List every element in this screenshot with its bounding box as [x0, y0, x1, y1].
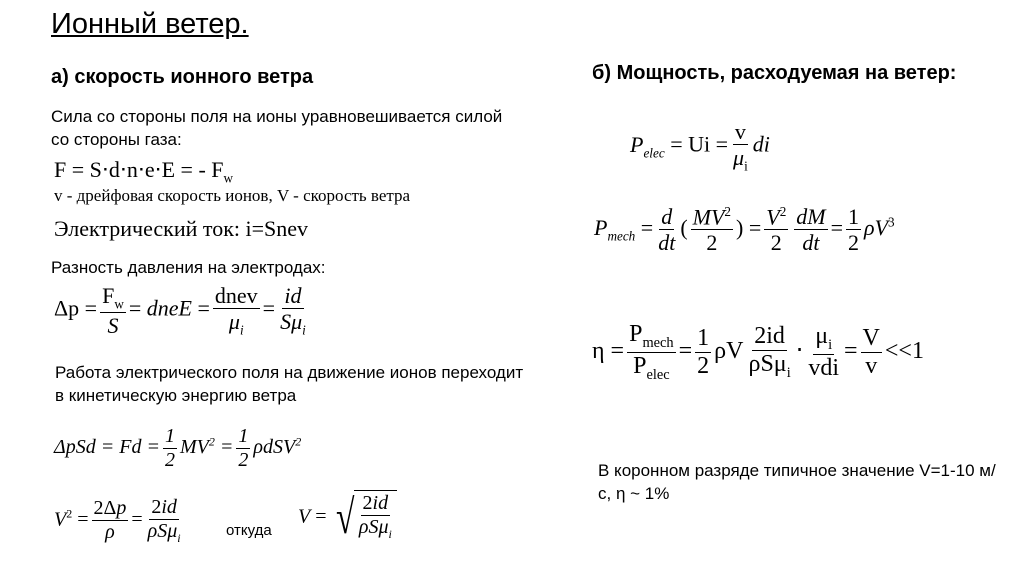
work-text: Работа электрического поля на движение ионов переходит в кинетическую энергию ветра — [55, 363, 524, 405]
drift-velocity-note: v - дрейфовая скорость ионов, V - скорость ветра — [54, 186, 411, 205]
velocity-sqrt-equation: V = √ $\frac{2id}{\rho S\mu_i}$ — [298, 490, 397, 546]
force-equation: F = S⋅d⋅n⋅e⋅E = - $F_w$ — [54, 157, 234, 186]
pressure-label: Разность давления на электродах: — [51, 258, 326, 277]
current-equation: Электрический ток: i=Snev — [54, 216, 309, 241]
section-a-heading: а) скорость ионного ветра — [51, 66, 314, 88]
velocity-equation: $V^2$ = $\frac{2\Delta p}{\rho}$ = $\frac{2id}{\rho S\mu_i}$ — [54, 496, 181, 545]
slide-title: Ионный ветер. — [51, 8, 249, 40]
energy-equation: ΔpSd = Fd = $\frac{1}{2}$ $MV^2$ = $\frac{1}{2}$ ρdSV$^2$ — [54, 425, 302, 471]
otkuda-label: откуда — [226, 522, 272, 539]
pressure-equation: Δp = $\frac{F_w}{S}$ = dneE = $\frac{\text{dnev}}{\mu_i}$ = $\frac{id}{S\mu_i}$ — [54, 283, 306, 339]
efficiency-equation: η = $\frac{P_{mech}}{P_{elec}}$ = $\frac{1}{2}$ ρV $\frac{2id}{\rho S\mu_i}$ ⋅ $\frac{\mu_i}{\text{vdi}}$ = $\frac{V}{v}$ <<1 — [592, 321, 924, 383]
typical-value-note: В коронном разряде типичное значение V=1-10 м/с, η ~ 1% — [598, 461, 996, 503]
p-elec-equation: $P_{elec} = Ui$ = $\frac{v}{\mu_i}$ di — [630, 119, 770, 174]
section-b-heading: б) Мощность, расходуемая на ветер: — [592, 62, 957, 84]
p-mech-equation: $P_{mech}$ = $\frac{d}{dt}$ ( $\frac{MV^2}{2}$ ) = $\frac{V^2}{2}$ $\frac{dM}{dt}$ = $\frac{1}{2}$ $\rho V^3$ — [594, 204, 895, 256]
force-balance-text: Сила со стороны поля на ионы уравновешивается силой со стороны газа: — [51, 107, 503, 149]
